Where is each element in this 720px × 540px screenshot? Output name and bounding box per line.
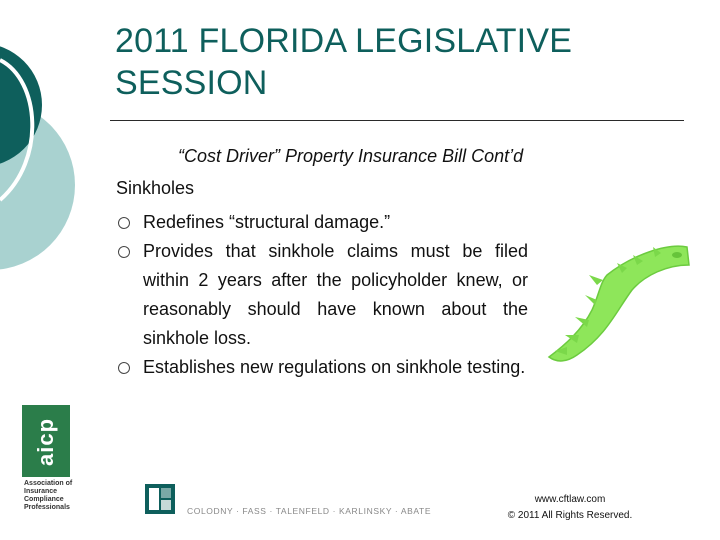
bullet-item	[116, 237, 528, 353]
footer-copyright: © 2011 All Rights Reserved.	[507, 510, 633, 521]
bullet-text: Redefines “structural damage.”	[143, 212, 391, 232]
bullet-item	[116, 353, 528, 382]
decorative-circles	[0, 0, 110, 300]
bullet-item	[116, 208, 528, 237]
slide-title	[115, 20, 695, 104]
aicp-logo-text: aicp	[33, 417, 58, 467]
bullet-text: Provides that sinkhole claims must be filed within 2 years after the policyholder knew, or reasonably should have known about the sinkhole loss.	[143, 241, 528, 348]
title-line-2: SESSION	[115, 64, 268, 102]
bullet-list	[116, 208, 528, 382]
aicp-logo	[22, 405, 73, 520]
bullet-circle-icon	[118, 246, 130, 258]
green-toy-alligator-image	[537, 235, 690, 388]
bullet-circle-icon	[118, 362, 130, 374]
title-line-1: 2011 FLORIDA LEGISLATIVE	[115, 22, 573, 60]
title-divider	[110, 120, 684, 121]
slide-subtitle: “Cost Driver” Property Insurance Bill Cont’d	[178, 146, 524, 166]
footer-website: www.cftlaw.com	[534, 494, 606, 505]
aicp-logo-subtitle: Association of Insurance Compliance Professionals	[24, 480, 73, 511]
bullet-circle-icon	[118, 217, 130, 229]
bullet-text: Establishes new regulations on sinkhole testing.	[143, 357, 526, 377]
aicp-logo-box	[22, 405, 70, 477]
law-firm-mark-icon	[145, 484, 175, 514]
footer	[490, 492, 650, 524]
law-firm-name: COLODNY · FASS · TALENFELD · KARLINSKY · ABATE	[187, 506, 432, 516]
section-heading: Sinkholes	[116, 178, 195, 198]
